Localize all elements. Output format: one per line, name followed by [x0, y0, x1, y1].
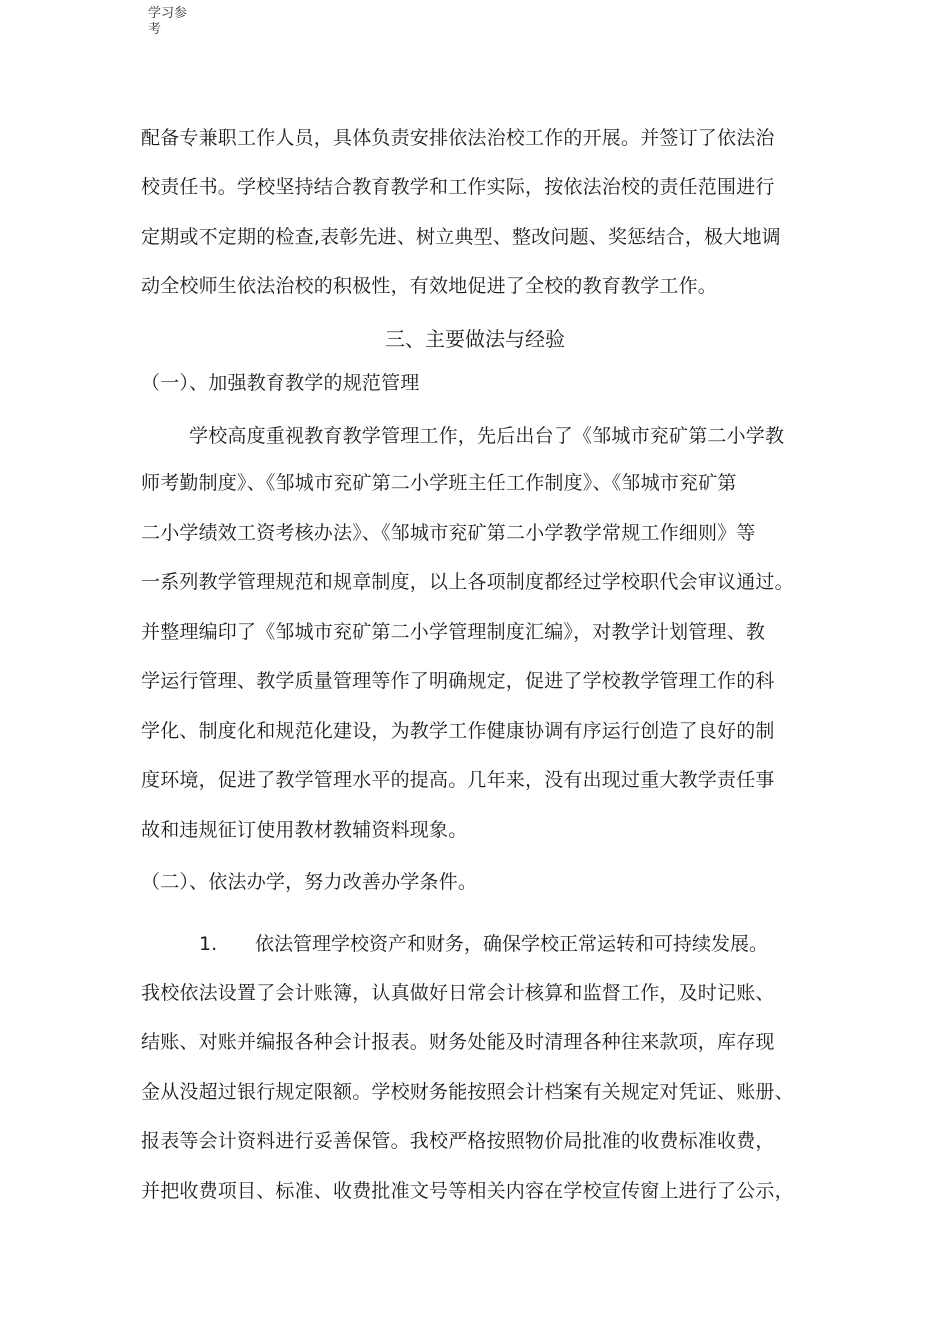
- paragraph-1-line-1: 配备专兼职工作人员，具体负责安排依法治校工作的开展。并签订了依法治: [141, 127, 775, 149]
- paragraph-2-line-3: 二小学绩效工资考核办法》、《邹城市兖矿第二小学教学常规工作细则》等: [141, 522, 756, 544]
- header-mark-line-1: 学习参: [148, 6, 188, 21]
- subheading-2: （二）、依法办学，努力改善办学条件。: [141, 871, 478, 893]
- header-mark: [148, 6, 208, 38]
- paragraph-2-line-7: 学化、制度化和规范化建设，为教学工作健康协调有序运行创造了良好的制: [141, 720, 775, 742]
- subheading-1: （一）、加强教育教学的规范管理: [141, 372, 420, 394]
- paragraph-3-line-2: 结账、对账并编报各种会计报表。财务处能及时清理各种往来款项，库存现: [141, 1031, 775, 1053]
- header-mark-line-2: 考: [148, 22, 162, 37]
- paragraph-2-line-4: 一系列教学管理规范和规章制度，以上各项制度都经过学校职代会审议通过。: [141, 571, 794, 593]
- section-heading: 三、主要做法与经验: [385, 327, 565, 351]
- paragraph-2-line-6: 学运行管理、教学质量管理等作了明确规定，促进了学校教学管理工作的科: [141, 670, 775, 692]
- paragraph-3-line-3: 金从没超过银行规定限额。学校财务能按照会计档案有关规定对凭证、账册、: [141, 1081, 794, 1103]
- paragraph-2-line-8: 度环境，促进了教学管理水平的提高。几年来，没有出现过重大教学责任事: [141, 769, 775, 791]
- item-1-text: 依法管理学校资产和财务，确保学校正常运转和可持续发展。: [255, 933, 769, 955]
- paragraph-2-line-9: 故和违规征订使用教材教辅资料现象。: [141, 819, 468, 841]
- paragraph-1-line-4: 动全校师生依法治校的积极性，有效地促进了全校的教育教学工作。: [141, 275, 718, 297]
- paragraph-1-line-2: 校责任书。学校坚持结合教育教学和工作实际，按依法治校的责任范围进行: [141, 176, 775, 198]
- paragraph-2-line-2: 师考勤制度》、《邹城市兖矿第二小学班主任工作制度》、《邹城市兖矿第: [141, 472, 737, 494]
- paragraph-3-line-1: 我校依法设置了会计账簿，认真做好日常会计核算和监督工作，及时记账、: [141, 982, 775, 1004]
- item-1-number: 1.: [199, 933, 218, 955]
- paragraph-3-line-5: 并把收费项目、标准、收费批准文号等相关内容在学校宣传窗上进行了公示，: [141, 1180, 794, 1202]
- paragraph-2-line-1: 学校高度重视教育教学管理工作，先后出台了《邹城市兖矿第二小学教: [189, 425, 785, 447]
- paragraph-2-line-5: 并整理编印了《邹城市兖矿第二小学管理制度汇编》，对教学计划管理、教: [141, 621, 766, 643]
- paragraph-1-line-3: 定期或不定期的检查,表彰先进、树立典型、整改问题、奖惩结合，极大地调: [141, 226, 781, 248]
- paragraph-3-line-4: 报表等会计资料进行妥善保管。我校严格按照物价局批准的收费标准收费，: [141, 1130, 775, 1152]
